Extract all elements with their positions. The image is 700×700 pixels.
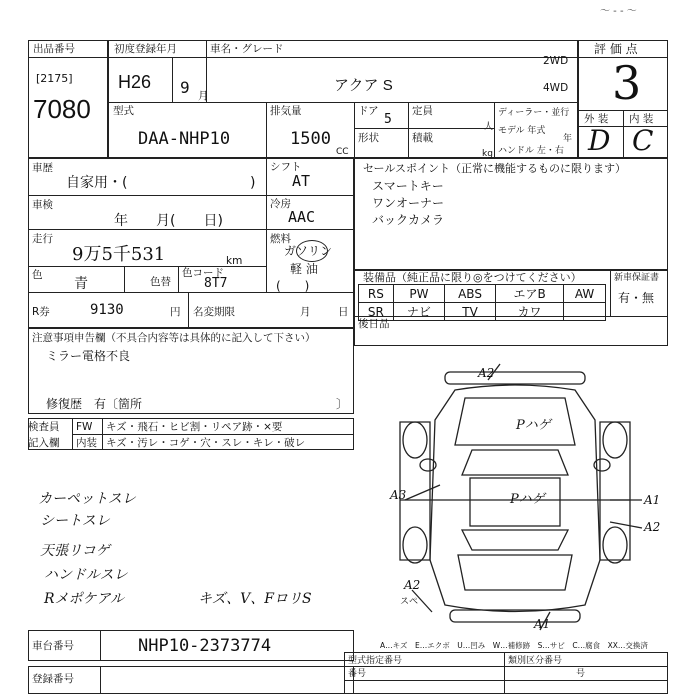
rear-items-label: 後日品	[358, 318, 390, 330]
mark-rear-a1: A1	[534, 617, 551, 631]
eq-abs: ABS	[445, 285, 496, 303]
category-label: 類別区分番号	[508, 656, 563, 666]
mark-front-a2: A2	[478, 366, 495, 380]
color-change-label: 色替	[150, 276, 171, 288]
color-code: 8T7	[204, 276, 228, 291]
eq-aw: AW	[564, 285, 606, 303]
shift-value: AT	[292, 172, 311, 190]
recycle-label: R券	[32, 306, 50, 318]
displacement-label: 排気量	[270, 105, 302, 117]
eq-leather: カワ	[496, 303, 564, 321]
drive-4wd: 4WD	[543, 82, 569, 94]
score-value: 3	[612, 56, 642, 110]
car-name-label: 車名・グレード	[210, 43, 284, 55]
eq-tv: TV	[445, 303, 496, 321]
interior-label: 内 装	[629, 113, 654, 125]
top-corner-text: ～ - - ～	[600, 6, 637, 17]
number-label: 番号	[348, 669, 367, 679]
model-year-label: モデル 年式	[498, 126, 546, 136]
shift-label: シフト	[270, 161, 302, 173]
expiry-day: 日	[338, 306, 349, 318]
eq-sr: SR	[359, 303, 394, 321]
mark-roof-paint: Pハゲ	[510, 492, 545, 507]
history-label: 車歴	[32, 162, 53, 174]
entry-label: 記入欄	[28, 437, 60, 449]
history-close: )	[250, 175, 256, 191]
exterior-label: 外 装	[584, 113, 609, 125]
wheel-fr	[603, 422, 627, 458]
car-name: アクア S	[334, 77, 393, 94]
eq-rs: RS	[359, 285, 394, 303]
capacity-label: 定員	[412, 105, 433, 117]
hand-note-2: シートスレ	[40, 513, 110, 529]
rear-window	[462, 530, 568, 550]
dealer-label: ディーラー・並行	[498, 108, 570, 118]
sales-point-3: バックカメラ	[372, 213, 445, 227]
trunk	[458, 555, 572, 590]
model-label: 型式	[113, 105, 134, 117]
exterior-grade: D	[588, 124, 611, 157]
eq-pw: PW	[393, 285, 444, 303]
lot-no-label: 出品番号	[33, 43, 75, 55]
wheel-rr	[603, 527, 627, 563]
warranty-label: 新車保証書	[614, 273, 660, 283]
num-label: 号	[576, 669, 586, 679]
bumper-note: スペ	[400, 597, 419, 607]
yen-unit: 円	[170, 306, 181, 318]
shape-label: 形状	[358, 132, 379, 144]
hand-note-3: 天張リコゲ	[40, 543, 110, 559]
damage-legend: A…キズ E…エクボ U…凹み W…補修跡 S…サビ C…腐食 XX…交換済	[380, 641, 648, 650]
sales-point-1: スマートキー	[372, 179, 444, 193]
interior-row-label: 内装	[76, 437, 97, 449]
right-side	[600, 422, 630, 560]
first-reg-label: 初度登録年月	[114, 43, 177, 55]
reg-box	[28, 666, 354, 694]
score-label: 評 価 点	[594, 42, 638, 56]
chassis-number: NHP10-2373774	[138, 636, 272, 656]
note-1: ミラー電格不良	[46, 349, 131, 363]
hand-note-6: キズ、V、FロリS	[198, 591, 312, 607]
doors-label: ドア	[358, 105, 379, 117]
model-code: DAA-NHP10	[138, 129, 231, 149]
persons-unit: 人	[484, 122, 494, 132]
mark-hood-paint: Pハゲ	[516, 418, 551, 433]
reg-label: 登録番号	[32, 673, 74, 685]
repair-label: 修復歴 有〔箇所	[46, 397, 143, 411]
expiry-label: 名変期限	[193, 306, 235, 318]
hood	[455, 398, 575, 445]
equipment-title: 装備品（純正品に限り◎をつけてください）	[363, 271, 582, 284]
wheel-rl	[403, 527, 427, 563]
color-code-label: 色コード	[182, 267, 224, 279]
notes-title: 注意事項申告欄（不具合内容等は具体的に記入して下さい）	[32, 332, 316, 344]
expiry-month: 月	[300, 306, 311, 318]
handle-label: ハンドル 左・右	[498, 146, 564, 156]
color-value: 青	[74, 276, 88, 292]
warranty-value: 有・無	[618, 291, 655, 305]
ac-label: 冷房	[270, 198, 291, 210]
recycle-value: 9130	[90, 302, 124, 318]
fuel-other: ( )	[276, 279, 310, 293]
displacement: 1500	[290, 129, 331, 149]
drive-2wd: 2WD	[543, 55, 569, 67]
km-unit: km	[226, 255, 243, 267]
windshield	[462, 450, 568, 475]
eq-airbag: エアB	[496, 285, 564, 303]
inspection-label: 車検	[32, 199, 53, 211]
fuel-petrol-circle	[296, 240, 328, 262]
exterior-codes: キズ・飛石・ヒビ割・リペア跡・×要	[106, 421, 283, 433]
history-value: 自家用・(	[66, 175, 128, 191]
mark-right-a1: A1	[644, 493, 661, 507]
mark-left-a3: A3	[390, 488, 407, 502]
sales-point-2: ワンオーナー	[372, 196, 445, 210]
fw-label: FW	[76, 421, 93, 433]
inspector-label: 検査員	[28, 421, 60, 433]
wheel-fl	[403, 422, 427, 458]
mileage-value: 9万5千531	[72, 244, 166, 265]
interior-codes: キズ・汚レ・コゲ・穴・スレ・キレ・破レ	[106, 437, 306, 449]
mileage-label: 走行	[32, 233, 53, 245]
doors: 5	[384, 112, 392, 127]
repair-close: 〕	[336, 397, 349, 411]
chassis-label: 車台番号	[32, 640, 74, 652]
year-unit: 年	[563, 134, 573, 144]
fuel-label: 燃料	[270, 233, 291, 245]
hand-note-5: Rメポケアル	[44, 591, 124, 607]
load-label: 積載	[412, 132, 433, 144]
mark-rear-a2: A2	[404, 578, 421, 592]
sales-points-title: セールスポイント（正常に機能するものに限ります）	[363, 162, 627, 175]
fuel-diesel: 軽 油	[290, 262, 318, 276]
reg-month: 9	[180, 78, 190, 97]
color-label: 色	[32, 269, 43, 281]
auction-code: [2175]	[36, 72, 73, 85]
type-cert-label: 型式指定番号	[348, 656, 403, 666]
era-year: H26	[118, 72, 152, 92]
lot-number: 7080	[33, 94, 91, 124]
front-bumper	[445, 372, 585, 384]
mark-right-a2: A2	[644, 520, 661, 534]
cc-unit: CC	[336, 147, 349, 157]
inspection-value: 年 月( 日)	[114, 213, 223, 229]
month-unit: 月	[198, 90, 209, 102]
ac-value: AAC	[288, 208, 316, 226]
interior-grade: C	[632, 124, 654, 157]
hand-note-1: カーペットスレ	[38, 491, 136, 507]
fuel-petrol: ガソリン	[284, 244, 333, 258]
kg-unit: kg	[482, 149, 493, 159]
hand-note-4: ハンドルスレ	[44, 567, 128, 583]
eq-navi: ナビ	[393, 303, 444, 321]
